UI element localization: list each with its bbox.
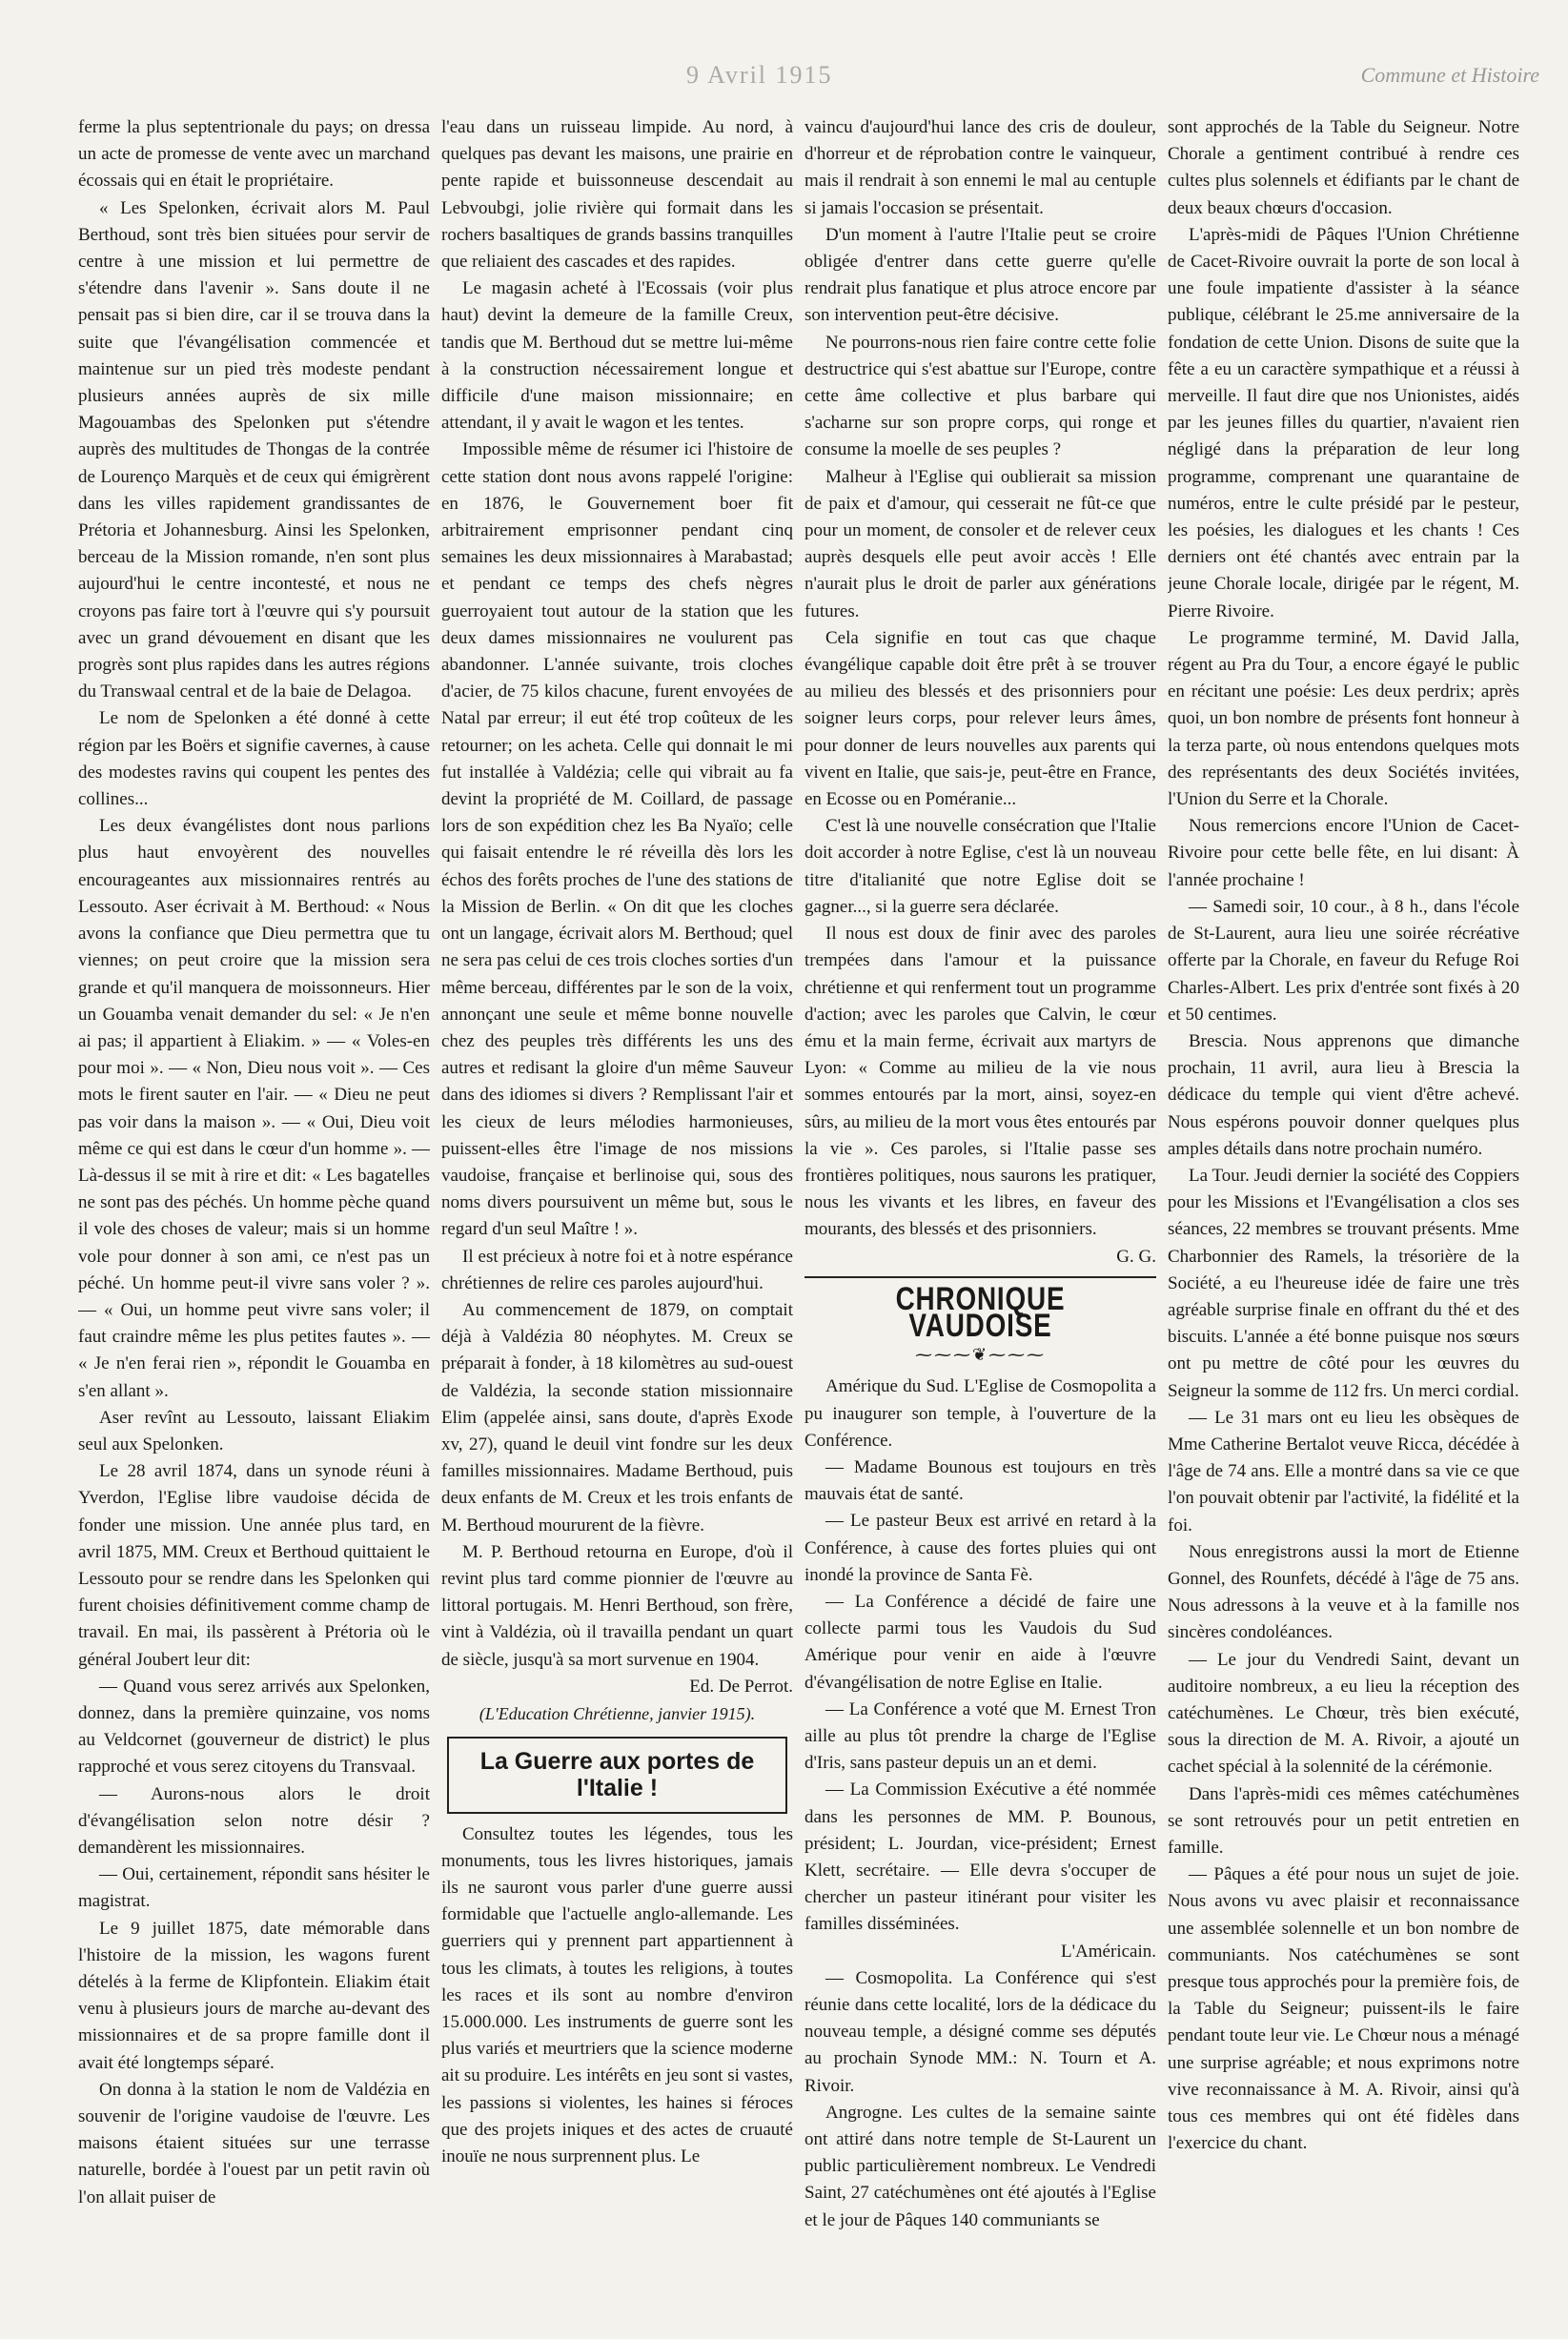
paragraph: Nous enregistrons aussi la mort de Etienne Gonnel, des Rounfets, décédé à l'âge de 75 ans. Nous adressons à la veuve et à la famille nos sincères condoléances.	[1168, 1541, 1519, 1643]
paragraph: Le 28 avril 1874, dans un synode réuni à Yverdon, l'Eglise libre vaudoise décida de fonder une mission. Une année plus tard, en avril 1875, MM. Creux et Berthoud quittaient le Lessouto pour se rendre dans les Spelonken qui furent choisies définitivement comme champ de travail. En mai, ils passèrent à Prétoria où le général Joubert leur dit:	[78, 1461, 430, 1670]
paragraph: Consultez toutes les légendes, tous les monuments, tous les livres historiques, jamais ils ne sauront vous parler d'une guerre aussi formidable que l'actuelle anglo-allemande. Les guerriers qui y prennent part appartiennent à tous les climats, à toutes les religions, à toutes les races et ils sont au nombre d'environ 15.000.000. Les instruments de guerre sont les plus variés et meurtriers que la science moderne ait su produire. Les intérêts en jeu sont si vastes, les passions si violentes, les haines si féroces que des projets iniques et des actes de cruauté inouïe ne nous surprennent plus. Le	[441, 1823, 793, 2167]
paragraph: L'après-midi de Pâques l'Union Chrétienne de Cacet-Rivoire ouvrait la porte de son local à une foule impatiente d'assister à la séance publique, célébrant le 25.me anniversaire de la fondation de cette Union. Disons de suite que la fête a eu un caractère sympathique et a réussi à merveille. Il faut dire que nos Unionistes, aidés par les jeunes filles du quartier, n'avaient rien négligé dans la préparation de leur long programme, comprenant une quarantaine de numéros, entre le culte présidé par le pesteur, les poésies, les dialogues et les chants ! Ces derniers ont été chantés avec entrain par la jeune Chorale locale, dirigée par le régent, M. Pierre Rivoire.	[1168, 224, 1519, 621]
paragraph: sont approchés de la Table du Seigneur. Notre Chorale a gentiment contribué à rendre ces cultes plus solennels et édifiants par le chant de deux beaux chœurs d'occasion.	[1168, 117, 1519, 218]
signature: Ed. De Perrot.	[689, 1676, 793, 1697]
paragraph: Ne pourrons-nous rien faire contre cette folie destructrice qui s'est abattue sur l'Europe, contre cette âme collective et plus barbare qui s'acharne sur son propre corps, qui ronge et consume la moelle de ses peuples ?	[804, 332, 1156, 460]
paragraph: D'un moment à l'autre l'Italie peut se croire obligée d'entrer dans cette guerre qu'elle rendrait plus fanatique et plus atroce encore par son intervention peut-être décisive.	[804, 224, 1156, 326]
paragraph: Le magasin acheté à l'Ecossais (voir plus haut) devint la demeure de la famille Creux, tandis que M. Berthoud dut se mettre lui-même à la construction nécessairement longue et difficile d'une maison missionnaire; en attendant, il y avait le wagon et les tentes.	[441, 278, 793, 434]
article-columns	[78, 114, 1517, 2307]
paragraph: Le nom de Spelonken a été donné à cette région par les Boërs et signifie cavernes, à cause des modestes ravins qui coupent les pentes des collines...	[78, 708, 430, 810]
paragraph: — Le 31 mars ont eu lieu les obsèques de Mme Catherine Bertalot veuve Ricca, décédée à l'âge de 74 ans. Elle a montré dans sa vie ce que l'on pouvait obtenir par l'activité, la fidélité et la foi.	[1168, 1407, 1519, 1536]
paragraph: La Tour. Jeudi dernier la société des Coppiers pour les Missions et l'Evangélisation a clos ses séances, 22 membres se trouvant présents. Mme Charbonnier des Ramels, la trésorière de la Société, a eu l'heureuse idée de faire une très agréable surprise finale en offrant du thé et des biscuits. L'année a été bonne puisque nos sœurs ont pu mettre de côté pour les œuvres du Seigneur la somme de 112 frs. Un merci cordial.	[1168, 1165, 1519, 1401]
paragraph: — La Conférence a voté que M. Ernest Tron aille au plus tôt prendre la charge de l'Eglise d'Iris, sans pasteur depuis un an et demi.	[804, 1698, 1156, 1774]
paragraph: — La Commission Exécutive a été nommée dans les personnes de MM. P. Bounous, président; L. Jourdan, vice-président; Ernest Klett, secrétaire. — Elle devra s'occuper de chercher un pasteur itinérant pour visiter les familles disséminées.	[804, 1780, 1156, 1935]
source-citation: (L'Education Chrétienne, janvier 1915).	[479, 1703, 756, 1723]
paragraph: Nous remercions encore l'Union de Cacet-Rivoire pour cette belle fête, en lui disant: À l'année prochaine !	[1168, 816, 1519, 890]
paragraph: On donna à la station le nom de Valdézia en souvenir de l'origine vaudoise de l'œuvre. Les maisons étaient situées sur une terrasse naturelle, bordée à l'ouest par un petit ravin où l'on allait puiser de	[78, 2079, 430, 2207]
paragraph: — Oui, certainement, répondit sans hésiter le magistrat.	[78, 1864, 430, 1912]
header-running-title: Commune et Histoire	[1360, 63, 1539, 87]
paragraph: Cela signifie en tout cas que chaque évangélique capable doit être prêt à se trouver au milieu des blessés et des prisonniers pour soigner leurs corps, pour relever leurs âmes, pour donner de leurs nouvelles aux parents qui vivent en Italie, que sais-je, peut-être en France, en Ecosse ou en Poméranie...	[804, 627, 1156, 810]
paragraph: Il nous est doux de finir avec des paroles trempées dans l'amour et la puissance chrétienne et qui renferment tout un programme d'action; avec les paroles que Calvin, le cœur ému et la main ferme, écrivait aux martyrs de Lyon: « Comme au milieu de la vie nous sommes entourés par la mort, ainsi, soyez-en sûrs, au milieu de la mort vous êtes entourés par la vie ». Ces paroles, si l'Italie passe ses frontières politiques, nous saurons les pratiquer, nous les vivants et les libres, en faveur des mourants, des blessés et des prisonniers.	[804, 924, 1156, 1240]
paragraph: Angrogne. Les cultes de la semaine sainte ont attiré dans notre temple de St-Laurent un public particulièrement nombreux. Le Vendredi Saint, 27 catéchumènes ont été ajoutés à l'Eglise et le jour de Pâques 140 communiants se	[804, 2102, 1156, 2230]
ornament-divider: ⁓⁓⁓❦⁓⁓⁓	[914, 1345, 1047, 1365]
article-title-boxed: La Guerre aux portes de l'Italie !	[447, 1737, 787, 1813]
paragraph: — Le jour du Vendredi Saint, devant un auditoire nombreux, a eu lieu la réception des catéchumènes. Le Chœur, très bien exécuté, sous la direction de M. A. Rivoir, a ajouté un cachet spécial à la solennité de la cérémonie.	[1168, 1649, 1519, 1778]
paragraph: — Aurons-nous alors le droit d'évangélisation selon notre désir ? demandèrent les missionnaires.	[78, 1783, 430, 1858]
paragraph: — Quand vous serez arrivés aux Spelonken, donnez, dans la première quinzaine, vos noms au Veldcornet (gouverneur de district) le plus rapproché et vous serez citoyens du Transvaal.	[78, 1676, 430, 1778]
paragraph: — Cosmopolita. La Conférence qui s'est réunie dans cette localité, lors de la dédicace du nouveau temple, a désigné comme ses députés au prochain Synode MM.: N. Tourn et A. Rivoir.	[804, 1967, 1156, 2096]
section-rule	[804, 1276, 1156, 1278]
paragraph: l'eau dans un ruisseau limpide. Au nord, à quelques pas devant les maisons, une prairie en pente rapide et buissonneuse descendait au Lebvoubgi, jolie rivière qui formait dans les rochers basaltiques de grands bassins tranquilles que reliaient des cascades et des rapides.	[441, 117, 793, 273]
paragraph: ferme la plus septentrionale du pays; on dressa un acte de promesse de vente avec un marchand écossais qui en était le propriétaire.	[78, 117, 430, 192]
page-header	[0, 0, 1568, 124]
paragraph: C'est là une nouvelle consécration que l'Italie doit accorder à notre Eglise, c'est là un nouveau titre d'italianité que notre Eglise doit se gagner..., si la guerre sera déclarée.	[804, 816, 1156, 917]
paragraph: — Pâques a été pour nous un sujet de joie. Nous avons vu avec plaisir et reconnaissance une assemblée solennelle et un bon nombre de communiants. Nos catéchumènes se sont presque tous approchés pour la première fois, de la Table du Seigneur; puissent-ils le faire pendant toute leur vie. Le Chœur nous a ménagé une surprise agréable; et nous exprimons notre vive reconnaissance à M. A. Rivoir, ainsi qu'à tous ces membres qui ont été fidèles dans l'exercice du chant.	[1168, 1864, 1519, 2154]
paragraph: Au commencement de 1879, on comptait déjà à Valdézia 80 néophytes. M. Creux se préparait à fonder, à 18 kilomètres au sud-ouest de Valdézia, la seconde station missionnaire Elim (appelée ainsi, sans doute, d'après Exode xv, 27), quand le deuil vint fondre sur les deux familles missionnaires. Madame Berthoud, puis deux enfants de M. Creux et les trois enfants de M. Berthoud moururent de la fièvre.	[441, 1299, 793, 1536]
signature: G. G.	[1116, 1246, 1156, 1267]
paragraph: Aser revînt au Lessouto, laissant Eliakim seul aux Spelonken.	[78, 1407, 430, 1454]
signature: L'Américain.	[1061, 1941, 1156, 1962]
paragraph: — Madame Bounous est toujours en très mauvais état de santé.	[804, 1456, 1156, 1505]
section-title: CHRONIQUE VAUDOISE	[895, 1280, 1066, 1344]
paragraph: Le programme terminé, M. David Jalla, régent au Pra du Tour, a encore égayé le public en récitant une poésie: Les deux perdrix; après quoi, un bon nombre de présents font honneur à la terza parte, où nous entendons quelques mots des représentants des deux Sociétés invitées, l'Union du Serre et la Chorale.	[1168, 627, 1519, 810]
column-4	[1168, 114, 1519, 2307]
paragraph: Malheur à l'Eglise qui oublierait sa mission de paix et d'amour, qui cesserait ne fût-ce que pour un moment, de consoler et de relever ceux auprès desquels elle peut avoir accès ! Elle n'aurait plus le droit de parler aux générations futures.	[804, 466, 1156, 621]
paragraph: Le 9 juillet 1875, date mémorable dans l'histoire de la mission, les wagons furent dételés à la ferme de Klipfontein. Eliakim était venu à plusieurs jours de marche au-devant des missionnaires et de sa propre famille dont il avait été longtemps séparé.	[78, 1918, 430, 2073]
paragraph: — Samedi soir, 10 cour., à 8 h., dans l'école de St-Laurent, aura lieu une soirée récréative offerte par la Chorale, en faveur du Refuge Roi Charles-Albert. Les prix d'entrée sont fixés à 20 et 50 centimes.	[1168, 896, 1519, 1025]
column-3	[804, 114, 1156, 2307]
paragraph: Il est précieux à notre foi et à notre espérance chrétiennes de relire ces paroles aujourd'hui.	[441, 1246, 793, 1293]
paragraph: « Les Spelonken, écrivait alors M. Paul Berthoud, sont très bien situées pour servir de centre à une mission et lui permettre de s'étendre dans l'avenir ». Sans doute il ne pensait pas si bien dire, car il se trouva dans la suite que l'évangélisation commencée et maintenue sur un pied très modeste pendant plusieurs années auprès de six mille Magouambas des Spelonken put s'étendre auprès des multitudes de Thongas de la contrée de Lourenço Marquès et de ceux qui émigrèrent dans les villes rapidement grandissantes de Prétoria et Johannesburg. Ainsi les Spelonken, berceau de la Mission romande, n'en sont plus aujourd'hui le centre incontesté, et nous ne croyons pas faire tort à l'œuvre qui s'y poursuit avec un grand dévouement en disant que les progrès sont plus rapides dans les autres régions du Transwaal central et de la baie de Delagoa.	[78, 197, 430, 702]
paragraph: Amérique du Sud. L'Eglise de Cosmopolita a pu inaugurer son temple, à l'ouverture de la Conférence.	[804, 1376, 1156, 1451]
header-date: 9 Avril 1915	[686, 61, 833, 89]
paragraph: vaincu d'aujourd'hui lance des cris de douleur, d'horreur et de réprobation contre le vainqueur, mais il rendrait à son ennemi le mal au centuple si jamais l'occasion se présentait.	[804, 117, 1156, 218]
paragraph: Les deux évangélistes dont nous parlions plus haut envoyèrent des nouvelles encourageantes aux missionnaires rentrés au Lessouto. Aser écrivait à M. Berthoud: « Nous avons la confiance que Dieu permettra que tu viennes; on peut croire que la mission sera grande et qu'il manquera de moissonneurs. Hier un Gouamba venait demander du sel: « Je n'en ai pas; il appartient à Eliakim. » — « Voles-en pour moi ». — « Non, Dieu nous voit ». — Ces mots le firent sauter en l'air. — « Dieu ne peut pas voir dans la maison ». — « Oui, Dieu voit même ce qui est dans le cœur d'un homme ». — Là-dessus il se mit à rire et dit: « Les bagatelles ne sont pas des péchés. Un homme pèche quand il vole des choses de valeur; mais si un homme vole pour donner à son ami, ce n'est pas un péché. Un homme peut-il vivre sans voler ? ». — « Oui, un homme peut vivre sans voler; il faut craindre même les plus petites fautes ». — « Je n'en ferai rien », répondit le Gouamba en s'en allant ».	[78, 816, 430, 1401]
paragraph: M. P. Berthoud retourna en Europe, d'où il revint plus tard comme pionnier de l'œuvre au littoral portugais. M. Henri Berthoud, son frère, vint à Valdézia, où il travailla pendant un quart de siècle, jusqu'à sa mort survenue en 1904.	[441, 1541, 793, 1670]
paragraph: Impossible même de résumer ici l'histoire de cette station dont nous avons rappelé l'origine: en 1876, le Gouvernement boer fit arbitrairement emprisonner pendant cinq semaines les deux missionnaires à Marabastad; et pendant ce temps des chefs nègres guerroyaient tout autour de la station que les deux dames missionnaires ne voulurent pas abandonner. L'année suivante, trois cloches d'acier, de 75 kilos chacune, furent envoyées de Natal par erreur; il eut été trop coûteux de les retourner; on les acheta. Celle qui donnait le mi fut installée à Valdézia; celle qui vibrait au fa devint la propriété de M. Coillard, de passage lors de son expédition chez les Ba Nyaïo; celle qui faisait entendre le ré réveilla dès lors les échos des forêts proches de l'une des stations de la Mission de Berlin. « On dit que les cloches ont un langage, écrivait alors M. Berthoud; quel ne sera pas celui de ces trois cloches sorties d'un même berceau, différentes par le son de la voix, annonçant une seule et même bonne nouvelle chez des peuples très différents les uns des autres et redisant la gloire d'un même Sauveur dans des idiomes si divers ? Remplissant l'air et les cieux de leurs mélodies harmonieuses, puissent-elles être l'image de nos missions vaudoise, française et berlinoise qui, sous des noms divers poursuivent un même but, sous le regard d'un seul Maître ! ».	[441, 439, 793, 1240]
paragraph: Dans l'après-midi ces mêmes catéchumènes se sont retrouvés pour un petit entretien en famille.	[1168, 1783, 1519, 1858]
column-2	[441, 114, 793, 2307]
column-1	[78, 114, 430, 2307]
paragraph: Brescia. Nous apprenons que dimanche prochain, 11 avril, aura lieu à Brescia la dédicace du temple qui vient d'être achevé. Nous espérons pouvoir donner quelques plus amples détails dans notre prochain numéro.	[1168, 1030, 1519, 1159]
paragraph: — Le pasteur Beux est arrivé en retard à la Conférence, à cause des fortes pluies qui ont inondé la province de Santa Fè.	[804, 1511, 1156, 1585]
paragraph: — La Conférence a décidé de faire une collecte parmi tous les Vaudois du Sud Amérique pour venir en aide à l'œuvre d'évangélisation de notre Eglise en Italie.	[804, 1591, 1156, 1693]
